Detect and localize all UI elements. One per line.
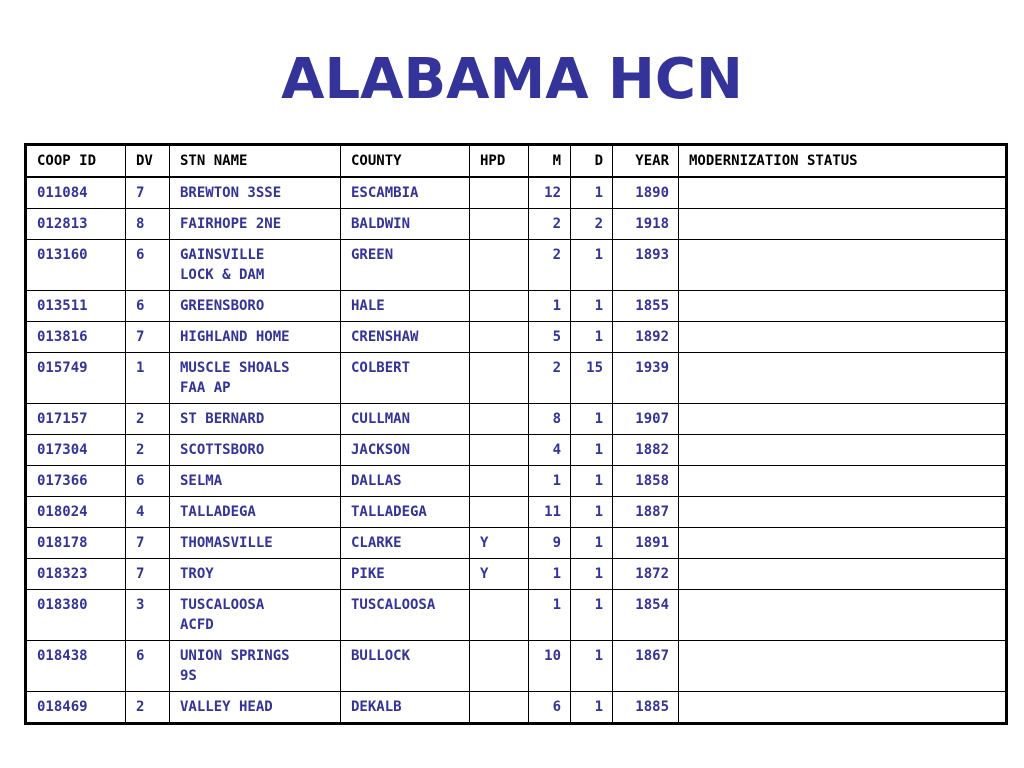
cell-stn-name: TROY	[170, 559, 341, 590]
cell-hpd	[470, 209, 529, 240]
cell-m: 8	[529, 404, 571, 435]
cell-d: 1	[571, 641, 613, 692]
column-header-hpd: HPD	[470, 145, 529, 178]
cell-year: 1867	[613, 641, 679, 692]
cell-year: 1855	[613, 291, 679, 322]
cell-county: ESCAMBIA	[341, 177, 470, 209]
cell-stn-name: SELMA	[170, 466, 341, 497]
cell-stn-name: FAIRHOPE 2NE	[170, 209, 341, 240]
cell-m: 12	[529, 177, 571, 209]
cell-hpd	[470, 322, 529, 353]
table-body	[26, 177, 1007, 724]
table-row	[26, 692, 1007, 724]
cell-d: 1	[571, 466, 613, 497]
cell-county: GREEN	[341, 240, 470, 291]
page-title: ALABAMA HCN	[281, 47, 743, 112]
cell-county: PIKE	[341, 559, 470, 590]
cell-coop-id: 018380	[26, 590, 126, 641]
cell-modernization-status	[679, 528, 1007, 559]
cell-dv: 2	[126, 435, 170, 466]
column-header-modernization-status: MODERNIZATION STATUS	[679, 145, 1007, 178]
cell-year: 1887	[613, 497, 679, 528]
cell-year: 1907	[613, 404, 679, 435]
column-header-coop-id: COOP ID	[26, 145, 126, 178]
cell-dv: 1	[126, 353, 170, 404]
cell-coop-id: 018438	[26, 641, 126, 692]
cell-d: 1	[571, 404, 613, 435]
column-header-m: M	[529, 145, 571, 178]
cell-year: 1892	[613, 322, 679, 353]
cell-county: JACKSON	[341, 435, 470, 466]
table-row	[26, 435, 1007, 466]
cell-stn-name: ST BERNARD	[170, 404, 341, 435]
table-row	[26, 590, 1007, 641]
cell-d: 1	[571, 240, 613, 291]
cell-modernization-status	[679, 497, 1007, 528]
cell-d: 1	[571, 528, 613, 559]
cell-dv: 7	[126, 528, 170, 559]
cell-dv: 2	[126, 404, 170, 435]
cell-hpd	[470, 435, 529, 466]
cell-county: HALE	[341, 291, 470, 322]
cell-hpd	[470, 353, 529, 404]
cell-dv: 7	[126, 177, 170, 209]
cell-d: 15	[571, 353, 613, 404]
cell-year: 1918	[613, 209, 679, 240]
cell-m: 1	[529, 291, 571, 322]
cell-m: 2	[529, 240, 571, 291]
cell-modernization-status	[679, 404, 1007, 435]
cell-hpd: Y	[470, 528, 529, 559]
cell-hpd	[470, 177, 529, 209]
cell-stn-name: TUSCALOOSA ACFD	[170, 590, 341, 641]
cell-coop-id: 017366	[26, 466, 126, 497]
cell-m: 1	[529, 466, 571, 497]
column-header-stn-name: STN NAME	[170, 145, 341, 178]
cell-hpd	[470, 497, 529, 528]
cell-modernization-status	[679, 559, 1007, 590]
cell-hpd	[470, 291, 529, 322]
cell-modernization-status	[679, 291, 1007, 322]
cell-d: 1	[571, 590, 613, 641]
cell-dv: 6	[126, 641, 170, 692]
cell-county: COLBERT	[341, 353, 470, 404]
cell-d: 1	[571, 692, 613, 724]
cell-m: 2	[529, 353, 571, 404]
cell-year: 1882	[613, 435, 679, 466]
cell-d: 1	[571, 435, 613, 466]
cell-dv: 7	[126, 559, 170, 590]
cell-hpd	[470, 641, 529, 692]
cell-modernization-status	[679, 692, 1007, 724]
table-row	[26, 497, 1007, 528]
cell-m: 1	[529, 590, 571, 641]
cell-stn-name: VALLEY HEAD	[170, 692, 341, 724]
table-row	[26, 240, 1007, 291]
cell-d: 1	[571, 559, 613, 590]
cell-d: 1	[571, 497, 613, 528]
cell-county: CLARKE	[341, 528, 470, 559]
cell-county: DEKALB	[341, 692, 470, 724]
cell-d: 2	[571, 209, 613, 240]
cell-county: CRENSHAW	[341, 322, 470, 353]
cell-modernization-status	[679, 177, 1007, 209]
cell-hpd	[470, 466, 529, 497]
cell-dv: 7	[126, 322, 170, 353]
table-header-row	[26, 145, 1007, 178]
cell-year: 1858	[613, 466, 679, 497]
cell-modernization-status	[679, 466, 1007, 497]
cell-dv: 3	[126, 590, 170, 641]
cell-county: TALLADEGA	[341, 497, 470, 528]
cell-m: 10	[529, 641, 571, 692]
cell-modernization-status	[679, 353, 1007, 404]
cell-m: 9	[529, 528, 571, 559]
cell-county: BALDWIN	[341, 209, 470, 240]
cell-stn-name: GREENSBORO	[170, 291, 341, 322]
cell-dv: 8	[126, 209, 170, 240]
stations-table	[24, 143, 1008, 725]
cell-stn-name: GAINSVILLE LOCK & DAM	[170, 240, 341, 291]
table-row	[26, 641, 1007, 692]
cell-coop-id: 018178	[26, 528, 126, 559]
cell-hpd	[470, 692, 529, 724]
cell-m: 2	[529, 209, 571, 240]
cell-d: 1	[571, 322, 613, 353]
cell-year: 1872	[613, 559, 679, 590]
cell-modernization-status	[679, 322, 1007, 353]
cell-year: 1891	[613, 528, 679, 559]
cell-stn-name: HIGHLAND HOME	[170, 322, 341, 353]
cell-m: 11	[529, 497, 571, 528]
cell-dv: 2	[126, 692, 170, 724]
cell-hpd	[470, 404, 529, 435]
cell-year: 1939	[613, 353, 679, 404]
cell-d: 1	[571, 177, 613, 209]
cell-hpd	[470, 590, 529, 641]
column-header-county: COUNTY	[341, 145, 470, 178]
table-row	[26, 466, 1007, 497]
cell-m: 6	[529, 692, 571, 724]
table-row	[26, 353, 1007, 404]
cell-coop-id: 013816	[26, 322, 126, 353]
cell-stn-name: THOMASVILLE	[170, 528, 341, 559]
cell-d: 1	[571, 291, 613, 322]
cell-coop-id: 017304	[26, 435, 126, 466]
table-row	[26, 209, 1007, 240]
cell-hpd	[470, 240, 529, 291]
cell-county: BULLOCK	[341, 641, 470, 692]
cell-coop-id: 018323	[26, 559, 126, 590]
cell-coop-id: 015749	[26, 353, 126, 404]
cell-stn-name: MUSCLE SHOALS FAA AP	[170, 353, 341, 404]
cell-county: TUSCALOOSA	[341, 590, 470, 641]
column-header-d: D	[571, 145, 613, 178]
cell-coop-id: 012813	[26, 209, 126, 240]
cell-coop-id: 013160	[26, 240, 126, 291]
cell-year: 1854	[613, 590, 679, 641]
cell-modernization-status	[679, 641, 1007, 692]
cell-modernization-status	[679, 435, 1007, 466]
cell-year: 1885	[613, 692, 679, 724]
cell-stn-name: UNION SPRINGS 9S	[170, 641, 341, 692]
cell-coop-id: 013511	[26, 291, 126, 322]
cell-year: 1890	[613, 177, 679, 209]
cell-modernization-status	[679, 209, 1007, 240]
table-row	[26, 528, 1007, 559]
cell-hpd: Y	[470, 559, 529, 590]
cell-year: 1893	[613, 240, 679, 291]
cell-dv: 6	[126, 466, 170, 497]
table-row	[26, 404, 1007, 435]
cell-modernization-status	[679, 590, 1007, 641]
table-row	[26, 291, 1007, 322]
cell-m: 1	[529, 559, 571, 590]
cell-dv: 6	[126, 240, 170, 291]
cell-modernization-status	[679, 240, 1007, 291]
column-header-dv: DV	[126, 145, 170, 178]
cell-m: 5	[529, 322, 571, 353]
cell-county: DALLAS	[341, 466, 470, 497]
cell-stn-name: BREWTON 3SSE	[170, 177, 341, 209]
cell-stn-name: TALLADEGA	[170, 497, 341, 528]
cell-dv: 4	[126, 497, 170, 528]
column-header-year: YEAR	[613, 145, 679, 178]
cell-stn-name: SCOTTSBORO	[170, 435, 341, 466]
cell-coop-id: 011084	[26, 177, 126, 209]
cell-coop-id: 017157	[26, 404, 126, 435]
table-row	[26, 322, 1007, 353]
cell-coop-id: 018469	[26, 692, 126, 724]
table-row	[26, 177, 1007, 209]
cell-coop-id: 018024	[26, 497, 126, 528]
cell-county: CULLMAN	[341, 404, 470, 435]
cell-m: 4	[529, 435, 571, 466]
cell-dv: 6	[126, 291, 170, 322]
table-row	[26, 559, 1007, 590]
